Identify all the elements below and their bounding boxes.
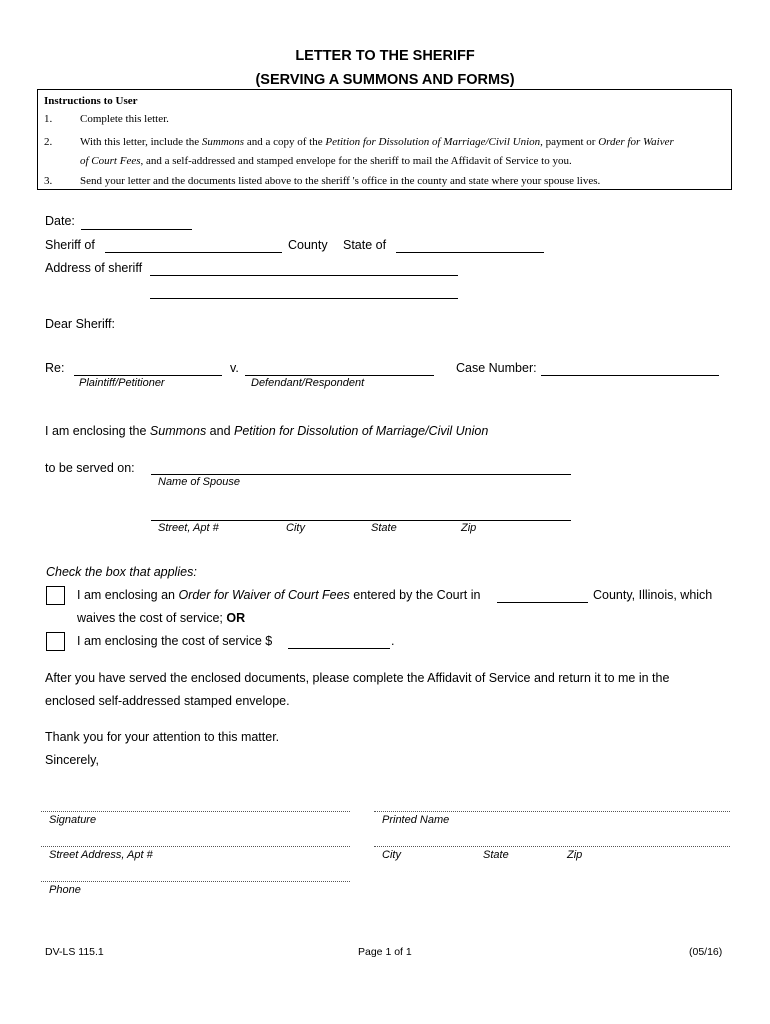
option-waiver-line2: waives the cost of service; OR [77, 611, 246, 625]
zip-caption: Zip [461, 522, 477, 534]
instruction-text: With this letter, include the Summons and a copy of the Petition for Dissolution of Marriage/Civil Union, payment or Order for Waiver [80, 136, 674, 148]
plaintiff-caption: Plaintiff/Petitioner [79, 377, 165, 389]
city-state-zip-field[interactable] [374, 846, 730, 847]
defendant-field[interactable] [245, 375, 434, 376]
address-label: Address of sheriff [45, 261, 143, 275]
instruction-text: Send your letter and the documents listed above to the sheriff 's office in the county and state where your spouse lives. [80, 175, 601, 187]
state-of-label: State of [343, 238, 387, 252]
address-field-line2[interactable] [150, 298, 458, 299]
state-field[interactable] [396, 252, 544, 253]
instruction-text-continued: of Court Fees, and a self-addressed and stamped envelope for the sheriff to mail the Affidavit of Service to you. [80, 155, 572, 167]
spouse-name-field[interactable] [151, 474, 571, 475]
versus-label: v. [230, 361, 239, 375]
name-caption: Name of Spouse [158, 476, 240, 488]
instruction-number: 2. [44, 136, 53, 148]
state-caption: State [483, 849, 509, 861]
phone-field[interactable] [41, 881, 350, 882]
case-number-label: Case Number: [456, 361, 537, 375]
re-label: Re: [45, 361, 65, 375]
option-cost-period: . [391, 634, 395, 648]
case-number-field[interactable] [541, 375, 719, 376]
sincerely-text: Sincerely, [45, 753, 99, 767]
city-caption: City [286, 522, 305, 534]
plaintiff-field[interactable] [74, 375, 222, 376]
street-address-caption: Street Address, Apt # [49, 849, 153, 861]
page-subtitle: (SERVING A SUMMONS AND FORMS) [255, 72, 515, 88]
option-waiver-county: County, Illinois, which [593, 588, 713, 602]
county-label: County [288, 238, 328, 252]
closing-paragraph-line1: After you have served the enclosed documents, please complete the Affidavit of Service and return it to me in the [45, 671, 670, 685]
cost-amount-field[interactable] [288, 648, 390, 649]
instruction-number: 1. [44, 113, 53, 125]
date-field[interactable] [81, 229, 192, 230]
waiver-checkbox[interactable] [46, 586, 65, 605]
option-cost-text: I am enclosing the cost of service $ [77, 634, 273, 648]
salutation: Dear Sheriff: [45, 317, 115, 331]
revision-date: (05/16) [689, 946, 723, 958]
date-label: Date: [45, 214, 75, 228]
closing-paragraph-line2: enclosed self-addressed stamped envelope. [45, 694, 290, 708]
form-id: DV-LS 115.1 [45, 946, 104, 958]
address-field-line1[interactable] [150, 275, 458, 276]
instruction-text: Complete this letter. [80, 113, 169, 125]
page-title: LETTER TO THE SHERIFF [295, 48, 475, 64]
option-waiver-text: I am enclosing an Order for Waiver of Court Fees entered by the Court in [77, 588, 481, 602]
thank-you-text: Thank you for your attention to this matter. [45, 730, 280, 744]
cost-checkbox[interactable] [46, 632, 65, 651]
waiver-county-field[interactable] [497, 602, 588, 603]
check-heading: Check the box that applies: [46, 565, 197, 579]
instruction-number: 3. [44, 175, 53, 187]
street-address-field[interactable] [41, 846, 350, 847]
phone-caption: Phone [49, 884, 81, 896]
spouse-address-field[interactable] [151, 520, 571, 521]
signature-field[interactable] [41, 811, 350, 812]
defendant-caption: Defendant/Respondent [251, 377, 365, 389]
instructions-heading: Instructions to User [44, 95, 138, 107]
printed-name-caption: Printed Name [382, 814, 450, 826]
sheriff-of-label: Sheriff of [45, 238, 95, 252]
city-caption: City [382, 849, 401, 861]
page-number: Page 1 of 1 [358, 946, 412, 958]
signature-caption: Signature [49, 814, 97, 826]
street-caption: Street, Apt # [158, 522, 219, 534]
enclosing-statement: I am enclosing the Summons and Petition for Dissolution of Marriage/Civil Union [45, 424, 489, 438]
served-on-label: to be served on: [45, 461, 135, 475]
printed-name-field[interactable] [374, 811, 730, 812]
state-caption: State [371, 522, 397, 534]
sheriff-county-field[interactable] [105, 252, 282, 253]
zip-caption: Zip [567, 849, 583, 861]
